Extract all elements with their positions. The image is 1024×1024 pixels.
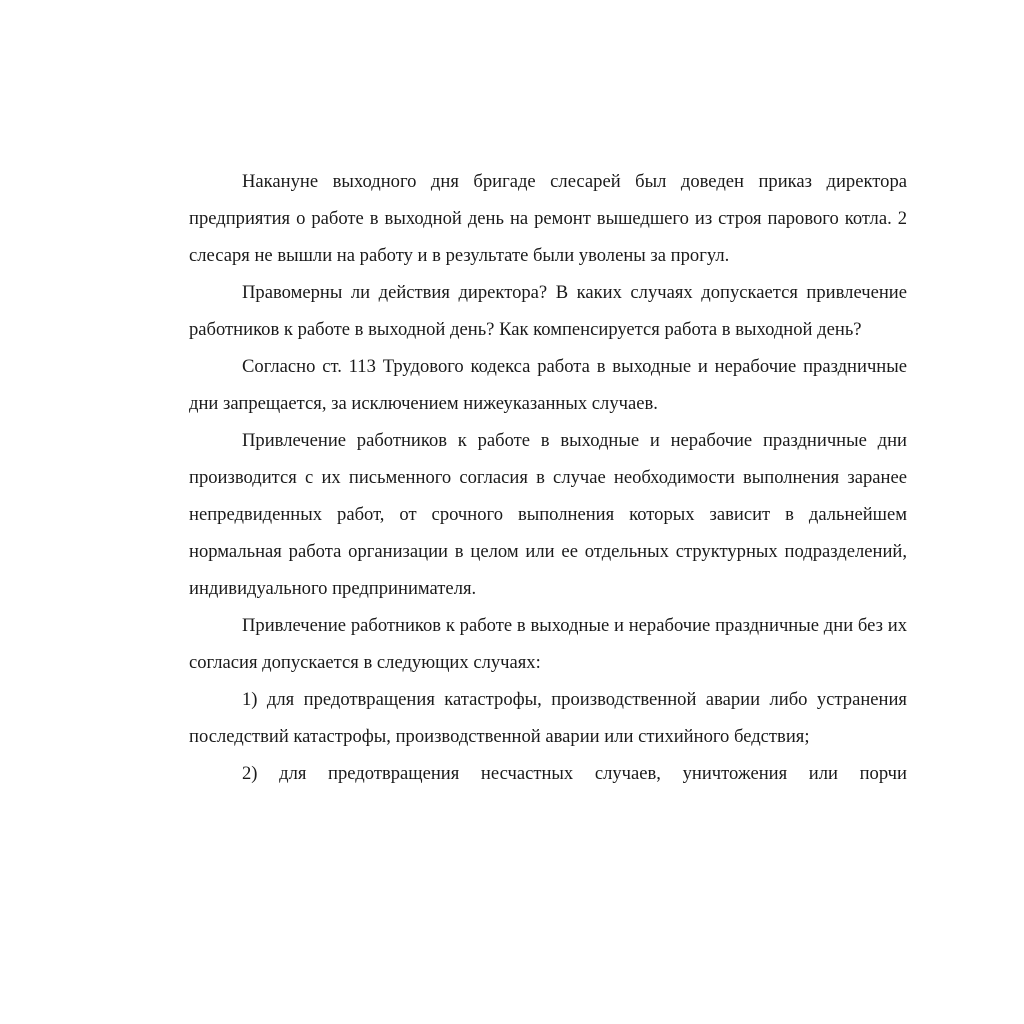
document-body xyxy=(189,163,907,792)
paragraph-questions: Правомерны ли действия директора? В каких случаях допускается привлечение работников к работе в выходной день? Как компенсируется работа в выходной день? xyxy=(189,282,907,340)
paragraph-case-description: Накануне выходного дня бригаде слесарей был доведен приказ директора предприятия о работе в выходной день на ремонт вышедшего из строя парового котла. 2 слесаря не вышли на работу и в результате были уволены за прогул. xyxy=(189,171,907,266)
list-item-2: 2) для предотвращения несчастных случаев, уничтожения или порчи xyxy=(242,763,907,784)
paragraph-article-113: Согласно ст. 113 Трудового кодекса работа в выходные и нерабочие праздничные дни запрещается, за исключением нижеуказанных случаев. xyxy=(189,356,907,414)
list-item-1: 1) для предотвращения катастрофы, производственной аварии либо устранения последствий катастрофы, производственной аварии или стихийного бедствия; xyxy=(189,689,907,747)
paragraph-without-consent: Привлечение работников к работе в выходные и нерабочие праздничные дни без их согласия допускается в следующих случаях: xyxy=(189,615,907,673)
paragraph-written-consent: Привлечение работников к работе в выходные и нерабочие праздничные дни производится с их письменного согласия в случае необходимости выполнения заранее непредвиденных работ, от срочного выполнения которых зависит в дальнейшем нормальная работа организации в целом или ее отдельных структурных подразделений, индивидуального предпринимателя. xyxy=(189,430,907,599)
